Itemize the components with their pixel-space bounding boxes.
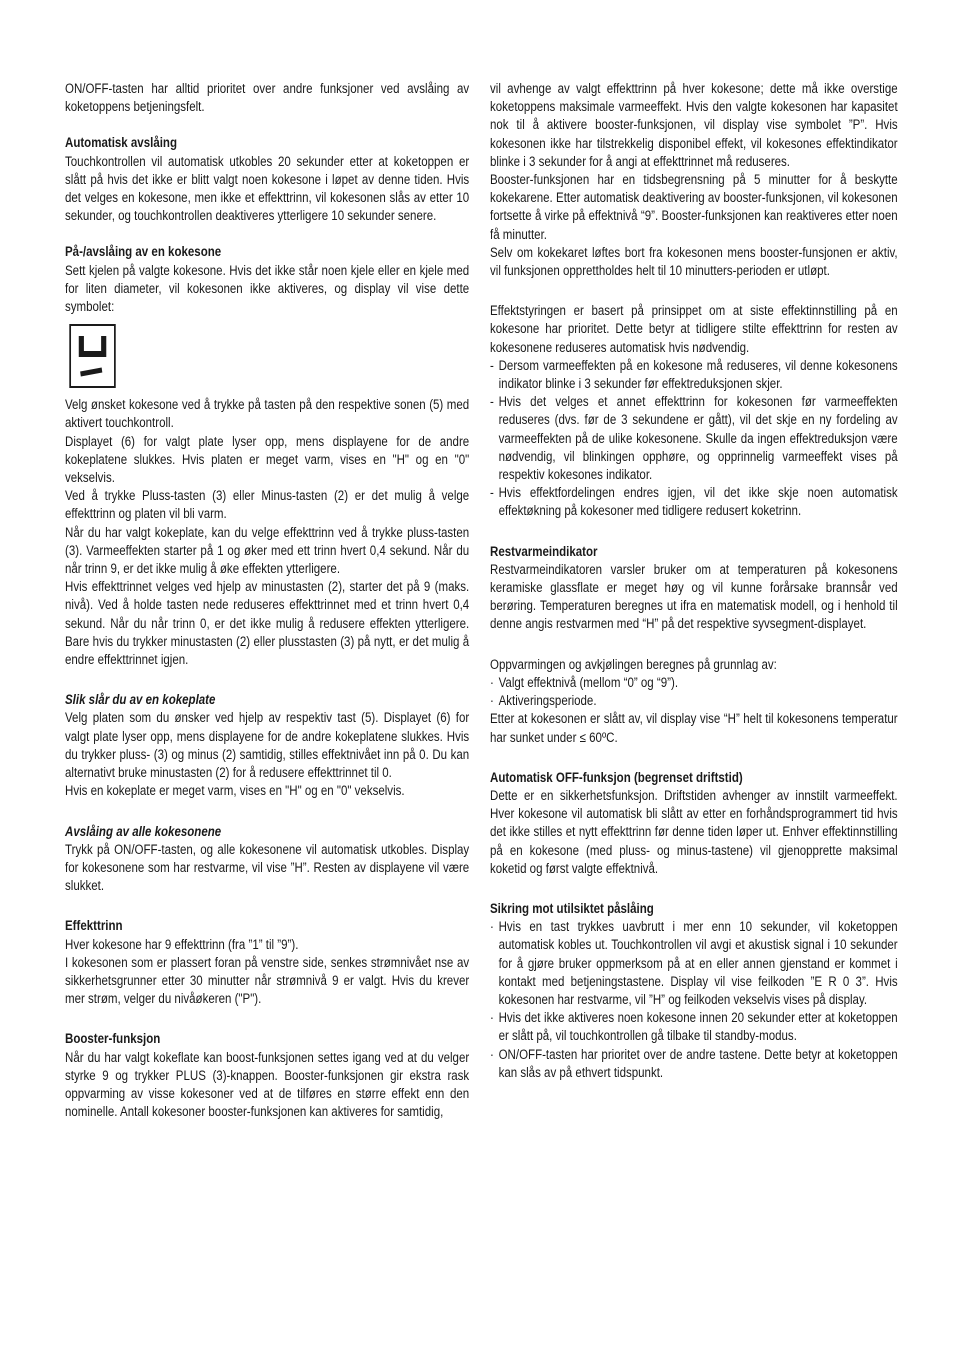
left-column bbox=[65, 80, 469, 1121]
booster-cont-text: vil avhenge av valgt effekttrinn på hver kokesone; dette må ikke overstige koketoppens maksimale varmeeffekt. Hvis den valgte kokesonen har kapasitet nok til å aktivere booster-funksjonen, vil display vise symbolet ”P”. Hvis kokesonen ikke har tilstrekkelig disponibel effekt, vil kokesones effektindikator blinke i 3 sekunder for å angi at effekttrinnet må reduseres. bbox=[490, 81, 898, 169]
right-column bbox=[490, 80, 898, 1082]
booster-p3: Selv om kokekaret løftes bort fra kokesonen mens booster-funsjonen er aktiv, vil funksjonen opprettholdes helt til 10 minutters-perioden er utløpt. bbox=[490, 244, 898, 279]
heating-text2: Etter at kokesonen er slått av, vil display vise “H” helt til kokesonens temperatur har sunket under ≤ 60ºC. bbox=[490, 711, 898, 745]
zone-p3: Ved å trykke Pluss-tasten (3) eller Minus-tasten (2) er det mulig å velge effekttrinn og platen vil bli varm. bbox=[65, 488, 470, 522]
list-item: - Dersom varmeeffekten på en kokesone må reduseres, vil denne kokesonens indikator blinke i 3 sekunder før effektreduksjonen skjer. bbox=[490, 357, 898, 393]
plate-off-heading: Slik slår du av en kokeplate bbox=[65, 692, 216, 708]
power-text: Effektstyringen er basert på prinsippet om at siste effektinnstilling på en kokesone har prioritet. Dette betyr at tidligere stilte effekttrinn for resten av kokesonene reduseres automatisk hvis nødvendig. bbox=[490, 303, 898, 355]
intro-text: ON/OFF-tasten har alltid prioritet over andre funksjoner ved avslåing av koketoppens betjeningsfelt. bbox=[65, 81, 470, 115]
all-off-text: Trykk på ON/OFF-tasten, og alle kokesonene vil automatisk utkobles. Display for kokesonene som har restvarme, vil vise ”H”. Resten av displayene vil være slukket. bbox=[65, 841, 470, 894]
booster-p2: Booster-funksjonen har en tidsbegrensning på 5 minutter for å beskytte kokekarene. Etter automatisk deaktivering av booster-funksjonen, vil kokesonen fortsette å virke på effektnivå “9”. Booster-funksjonen kan reaktiveres etter noen få minutter. bbox=[490, 172, 898, 242]
all-off-heading: Avslåing av alle kokesonene bbox=[65, 823, 222, 839]
zone-p2: Displayet (6) for valgt plate lyser opp, mens displayene for de andre kokeplatene slukkes. Hvis platen er meget varm, vises en "H" og en "0" vekselvis. bbox=[65, 433, 470, 486]
plate-off-text: Velg platen som du ønsker ved hjelp av respektiv tast (5). Displayet (6) for valgt plate lyser opp, mens displayene for de andre kokeplatene slukkes. Hvis du trykker pluss- (3) og minus (2) samtidig, stilles effektnivået inn på 0. Du kan alternativt bruke minustasten (2) for å redusere effekttrinnet til 0. bbox=[65, 710, 470, 781]
auto-off-heading: Automatisk avslåing bbox=[65, 135, 178, 151]
zone-text: Sett kjelen på valgte kokesone. Hvis det ikke står noen kjele eller en kjele med for liten diameter, vil kokesonen ikke aktiveres, og display vil vise dette symbolet: bbox=[65, 262, 470, 315]
list-item: - Hvis effektfordelingen endres igjen, vil det ikke skje noen automatisk effektøkning på kokesoner med tidligere redusert koketrinn. bbox=[490, 484, 898, 520]
zone-p1: Velg ønsket kokesone ved å trykke på tasten på den respektive sonen (5) med aktivert touchkontroll. bbox=[65, 397, 470, 431]
heating-text: Oppvarmingen og avkjølingen beregnes på grunnlag av: bbox=[490, 656, 777, 672]
list-item: · Hvis en tast trykkes uavbrutt i mer enn 10 sekunder, vil koketoppen automatisk kobles ut. Touchkontrollen vil avgi et akustisk signal i 10 sekunder for å gjøre bruker oppmerksom på at en eller annen gjenstand er kommet i kontakt med betjeningstastene. Display vil vise feilkoden ”E R 0 3”. Hvis kokesonen har restvarme, vil ”H” og feilkoden vekselvis vises på display. bbox=[490, 918, 898, 1009]
zone-p4: Når du har valgt kokeplate, kan du velge effekttrinn ved å trykke pluss-tasten (3). Varmeeffekten starter på 1 og øker med ett trinn hvert 0,4 sekund. Når du når trinn 9, er det ikke mulig å øke effekten ytterligere. bbox=[65, 524, 470, 577]
auto-func-text: Dette er en sikkerhetsfunksjon. Driftstiden avhenger av innstilt varmeeffekt. Hver kokesone vil automatisk bli slått av etter en forhåndsprogrammert tid hvis det ikke stilles et nytt effekttrinn før denne tiden løper ut. Enhver effektinnstilling på en kokesone (med pluss- og minus-tastene) vil gjenopprette maksimal koketid og først valgte effektnivå. bbox=[490, 787, 898, 876]
effect-text1: Hver kokesone har 9 effekttrinn (fra ”1” til ”9”). bbox=[65, 936, 299, 952]
booster-heading: Booster-funksjon bbox=[65, 1031, 161, 1047]
safety-heading: Sikring mot utilsiktet påslåing bbox=[490, 900, 654, 916]
list-item: · Valgt effektnivå (mellom “0” og “9”). bbox=[490, 674, 898, 692]
residual-text: Restvarmeindikatoren varsler bruker om at temperaturen på kokesonens keramiske glassflate er meget høy og vil kunne forårsake brannsår ved berøring. Temperaturen beregnes ut ifra en matematisk modell, og i henhold til denne angis restvarmen med “H” på det respektive syvsegment-displayet. bbox=[490, 561, 898, 632]
effect-heading: Effekttrinn bbox=[65, 918, 123, 934]
effect-text2: I kokesonen som er plassert foran på venstre side, senkes strømnivået nse av sikkerhetsgrunner etter 30 minutter når strømnivå 9 er valgt. Hvis du krever mer strøm, velger du nivåøkeren ("P"). bbox=[65, 954, 470, 1007]
pot-missing-display-icon bbox=[69, 324, 115, 388]
auto-func-heading: Automatisk OFF-funksjon (begrenset driftstid) bbox=[490, 769, 743, 785]
list-item: · Hvis det ikke aktiveres noen kokesone innen 20 sekunder etter at koketoppen er slått på, vil touchkontrollen gå tilbake til standby-modus. bbox=[490, 1009, 898, 1045]
booster-text: Når du har valgt kokeflate kan boost-funksjonen settes igang ved at du velger styrke 9 og trykker PLUS (3)-knappen. Booster-funksjonen gir ekstra rask oppvarming av visse kokesoner ved at de tilføres en større effekt enn den nominelle. Antall kokesoner booster-funksjonen kan aktiveres for samtidig, bbox=[65, 1049, 470, 1120]
plate-off-text2: Hvis en kokeplate er meget varm, vises en "H" og en "0" vekselvis. bbox=[65, 783, 405, 799]
zone-heading: På-/avslåing av en kokesone bbox=[65, 244, 222, 260]
zone-p5: Hvis effekttrinnet velges ved hjelp av minustasten (2), starter det på 9 (maks. nivå). Ved å holde tasten nede reduseres effekttrinnet med et trinn hvert 0,4 sekund. Når du når trinn 0, er det ikke mulig å redusere effekten ytterligere. Bare hvis du trykker minustasten (2) eller plusstasten (3) på nytt, er det mulig å endre effekttrinnet igjen. bbox=[65, 579, 470, 668]
list-item: · ON/OFF-tasten har prioritet over de andre tastene. Dette betyr at koketoppen kan slås av på ethvert tidspunkt. bbox=[490, 1046, 898, 1082]
auto-off-text: Touchkontrollen vil automatisk utkobles 20 sekunder etter at koketoppen er slått på hvis det ikke er blitt valgt noen kokesone i løpet av denne tiden. Hvis det velges en kokesone, men ikke et effekttrinn, vil kokesonen slås av etter 10 sekunder, og touchkontrollen deaktiveres ytterligere 10 sekunder senere. bbox=[65, 153, 470, 224]
list-item: · Aktiveringsperiode. bbox=[490, 692, 898, 710]
list-item: - Hvis det velges et annet effekttrinn for kokesonen før varmeeffekten reduseres (dvs. før de 3 sekundene er gått), vil det skje en ny fordeling av varmeeffekten på de ulike kokesonene. Skulle da ingen effektreduksjon være nødvendig, vil blinkingen opphøre, og opprinnelig varmeeffekt vises på respektiv kokesones indikator. bbox=[490, 393, 898, 484]
u-symbol-icon bbox=[76, 332, 109, 380]
residual-heading: Restvarmeindikator bbox=[490, 543, 598, 559]
